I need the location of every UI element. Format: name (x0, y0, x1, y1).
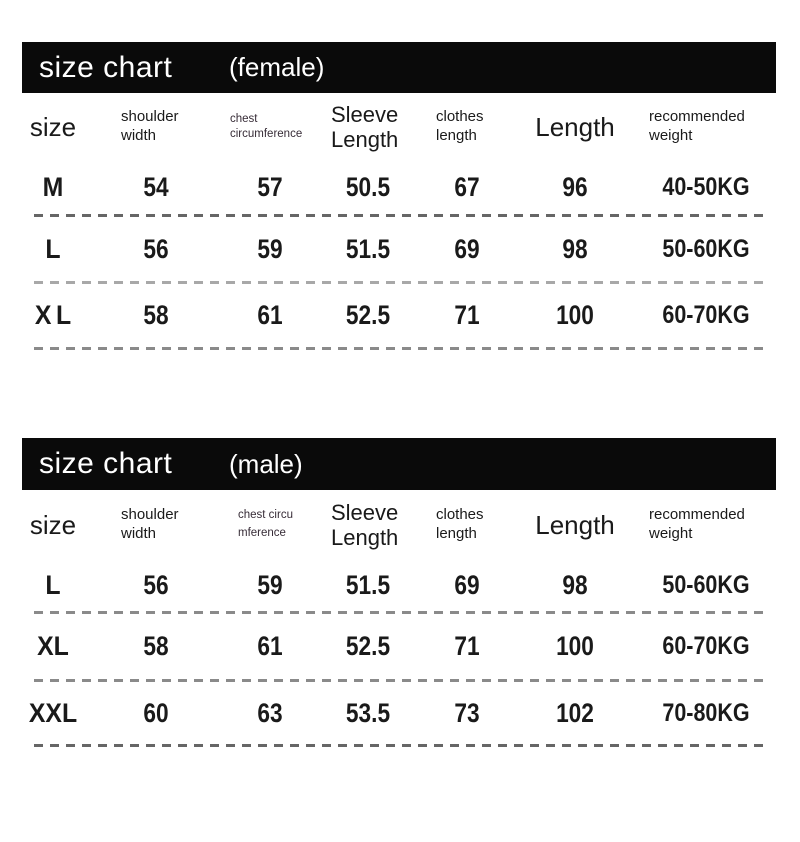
column-header-recommended-weight (642, 108, 770, 146)
cell-size: L (45, 233, 61, 264)
column-header-chest-circumference (230, 112, 310, 142)
column-header-label: Sleeve Length (331, 101, 399, 152)
table-row-xl (24, 614, 770, 679)
cell-shoulder-width: 54 (143, 172, 169, 202)
cell-sleeve-length: 50.5 (345, 172, 391, 202)
cell-sleeve-length: 51.5 (345, 233, 391, 264)
table-row-l (24, 217, 770, 281)
table-row-m (24, 161, 770, 214)
column-header-label: shoulder width (121, 108, 179, 144)
cell-shoulder-width: 56 (143, 570, 169, 600)
column-header-label: Sleeve Length (331, 499, 399, 550)
cell-sleeve-length: 52.5 (345, 300, 391, 330)
column-header-chest-circumference (230, 507, 310, 543)
table-subtitle: (female) (229, 52, 325, 82)
cell-shoulder-width: 60 (143, 697, 169, 728)
table-row-xl (24, 284, 770, 347)
female-header-row (24, 93, 770, 161)
column-header-size: size (29, 509, 77, 540)
cell-size: XL (34, 300, 76, 330)
column-header-shoulder-width (82, 506, 230, 544)
column-header-shoulder-width (82, 108, 230, 146)
cell-size: XXL (28, 697, 78, 728)
cell-weight: 60-70KG (662, 301, 750, 329)
cell-size: M (42, 172, 64, 202)
table-row-l (24, 560, 770, 611)
cell-weight: 50-60KG (662, 234, 750, 263)
cell-length: 100 (556, 631, 594, 661)
cell-chest: 61 (257, 631, 283, 661)
cell-length: 96 (562, 172, 588, 202)
column-header-label: chest circumference (230, 113, 303, 140)
column-header-clothes-length (426, 108, 508, 146)
cell-sleeve-length: 51.5 (345, 570, 391, 600)
cell-size: XL (37, 631, 69, 661)
cell-clothes-length: 71 (454, 631, 480, 661)
table-title: size chart (39, 50, 173, 84)
row-divider (34, 347, 764, 350)
cell-weight: 60-70KG (662, 632, 750, 660)
cell-clothes-length: 71 (454, 300, 480, 330)
column-header-label: recommended weight (649, 108, 745, 144)
column-header-label: shoulder width (121, 506, 179, 542)
cell-shoulder-width: 58 (143, 300, 169, 330)
cell-chest: 61 (257, 300, 283, 330)
column-header-label: chest circumference (238, 509, 293, 539)
table-row-xxl (24, 682, 770, 744)
cell-length: 98 (562, 233, 588, 264)
cell-length: 98 (562, 570, 588, 600)
cell-chest: 59 (257, 570, 283, 600)
male-title-bar (22, 438, 776, 490)
size-chart-female (0, 42, 800, 350)
column-header-sleeve-length (310, 102, 426, 153)
cell-chest: 57 (257, 172, 283, 202)
cell-length: 102 (556, 697, 594, 728)
cell-shoulder-width: 56 (143, 233, 169, 264)
cell-clothes-length: 73 (454, 697, 480, 728)
table-subtitle: (male) (229, 448, 303, 479)
column-header-recommended-weight (642, 506, 770, 544)
cell-sleeve-length: 52.5 (345, 631, 391, 661)
column-header-clothes-length (426, 506, 508, 544)
table-title: size chart (39, 447, 173, 480)
cell-weight: 50-60KG (662, 571, 750, 599)
cell-clothes-length: 67 (454, 172, 480, 202)
cell-length: 100 (556, 300, 594, 330)
cell-weight: 40-50KG (662, 173, 750, 201)
size-chart-male (0, 438, 800, 747)
cell-clothes-length: 69 (454, 233, 480, 264)
cell-size: L (45, 570, 61, 600)
cell-chest: 59 (257, 233, 283, 264)
column-header-length: Length (535, 509, 615, 540)
row-divider (34, 744, 764, 747)
column-header-label: clothes length (436, 506, 484, 542)
column-header-label: recommended weight (649, 506, 745, 542)
column-header-label: clothes length (436, 108, 484, 144)
cell-chest: 63 (257, 697, 283, 728)
cell-sleeve-length: 53.5 (345, 697, 391, 728)
column-header-length: Length (535, 111, 615, 142)
female-title-bar (22, 42, 776, 93)
cell-clothes-length: 69 (454, 570, 480, 600)
column-header-size: size (29, 111, 77, 142)
male-header-row (24, 490, 770, 560)
cell-weight: 70-80KG (662, 698, 750, 727)
column-header-sleeve-length (310, 500, 426, 551)
cell-shoulder-width: 58 (143, 631, 169, 661)
